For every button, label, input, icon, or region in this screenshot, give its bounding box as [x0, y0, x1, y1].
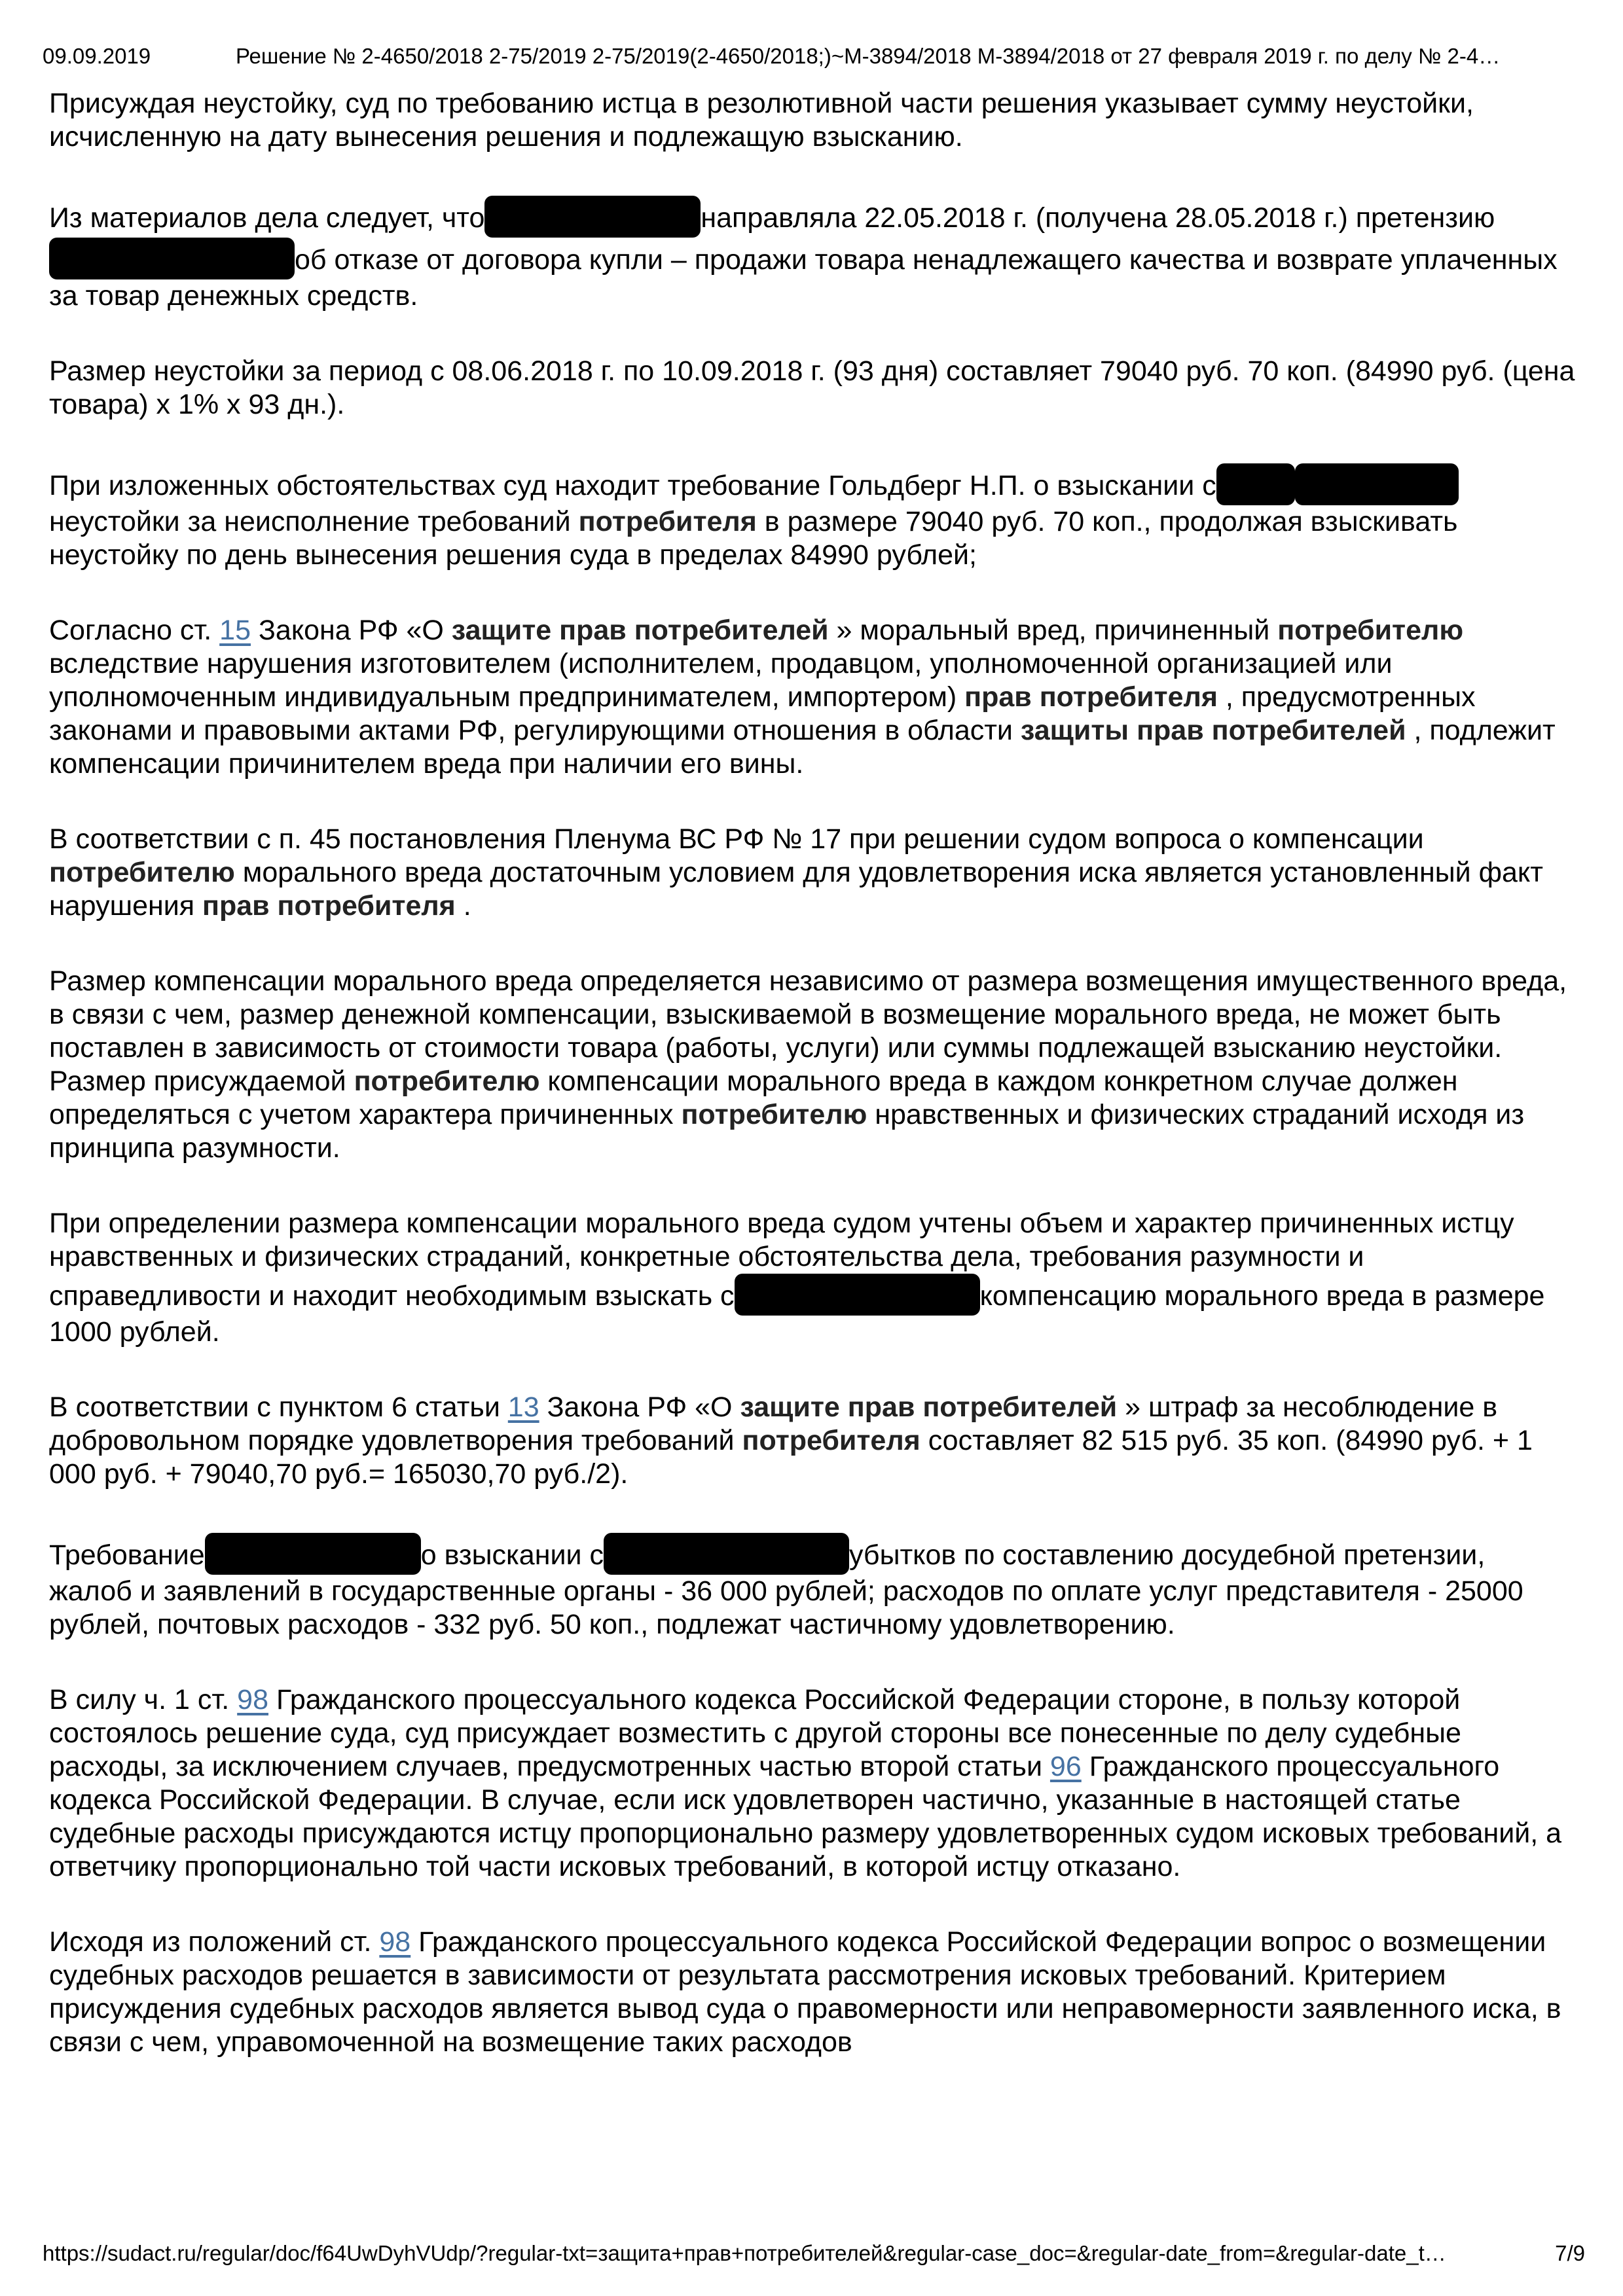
highlighted-term: потребителю	[354, 1066, 540, 1097]
page-number: 7/9	[1555, 2241, 1585, 2265]
print-header	[43, 43, 1585, 69]
text-run: составляет 82 515 руб. 35 коп. (84990 руб. + 1 000 руб. + 79040,70 руб.= 165030,70 руб./2).	[49, 1425, 1533, 1490]
print-date: 09.09.2019	[43, 44, 151, 68]
text-run: Присуждая неустойку, суд по требованию истца в резолютивной части решения указывает сумму неустойки, исчисленную на дату вынесения решения и подлежащую взысканию.	[49, 88, 1474, 152]
source-url: https://sudact.ru/regular/doc/f64UwDyhVUdp/?regular-txt=защита+прав+потребителей&regular-case_doc=&regular-date_from=&regular-date_t…	[43, 2241, 1446, 2265]
text-run: , подлежит компенсации причинителем вреда при наличии его вины.	[49, 715, 1556, 780]
text-run: в размере 79040 руб. 70 коп., продолжая взыскивать неустойку по день вынесения решения суда в пределах 84990 рублей;	[49, 506, 1458, 571]
text-run: Исходя из положений ст.	[49, 1926, 380, 1958]
redaction-bar	[604, 1533, 849, 1575]
text-run: » моральный вред, причиненный	[828, 615, 1278, 646]
text-run: При изложенных обстоятельствах суд находит требование Гольдберг Н.П. о взыскании с	[49, 470, 1216, 501]
paragraph	[49, 1533, 1576, 1641]
paragraph	[49, 87, 1576, 154]
text-run: Гражданского процессуального кодекса Российской Федерации стороне, в пользу которой состоялось решение суда, суд присуждает возместить с другой стороны все понесенные по делу судебные расходы, за исключением случаев, предусмотренных частью второй статьи	[49, 1684, 1461, 1782]
text-run: Из материалов дела следует, что	[49, 202, 485, 234]
redaction-bar	[484, 196, 701, 238]
text-run: Закона РФ «О	[539, 1391, 740, 1423]
redaction-bar	[1216, 463, 1295, 505]
redaction-bar	[735, 1274, 980, 1316]
redaction-bar	[1295, 463, 1459, 505]
document-title: Решение № 2-4650/2018 2-75/2019 2-75/2019(2-4650/2018;)~М-3894/2018 М-3894/2018 от 27 февраля 2019 г. по делу № 2-4…	[235, 44, 1501, 68]
text-run: » штраф за несоблюдение в добровольном порядке удовлетворения требований	[49, 1391, 1498, 1456]
paragraph	[49, 1683, 1576, 1884]
highlighted-term: потребителю	[1277, 615, 1464, 646]
text-run: В силу ч. 1 ст.	[49, 1684, 238, 1715]
redaction-bar	[205, 1533, 421, 1575]
text-run: В соответствии с п. 45 постановления Пленума ВС РФ № 17 при решении судом вопроса о компенсации	[49, 823, 1424, 855]
text-run: о взыскании с	[420, 1539, 604, 1571]
highlighted-term: потребителю	[681, 1099, 867, 1130]
text-run: нравственных и физических страданий исходя из принципа разумности.	[49, 1099, 1525, 1164]
text-run: Требование	[49, 1539, 205, 1571]
text-run: неустойки за неисполнение требований	[49, 506, 579, 537]
highlighted-term: потребителя	[742, 1425, 921, 1456]
paragraph	[49, 965, 1576, 1165]
text-run: компенсацию морального вреда в размере 1000 рублей.	[49, 1280, 1545, 1348]
statute-link[interactable]: 98	[379, 1926, 411, 1958]
document-body	[49, 87, 1576, 2059]
highlighted-term: защите прав потребителей	[451, 615, 829, 646]
paragraph	[49, 355, 1576, 422]
text-run: компенсации морального вреда в каждом конкретном случае должен определяться с учетом характера причиненных	[49, 1066, 1458, 1130]
statute-link[interactable]: 13	[507, 1391, 539, 1423]
paragraph	[49, 463, 1576, 572]
text-run: Гражданского процессуального кодекса Российской Федерации вопрос о возмещении судебных расходов решается в зависимости от результата рассмотрения исковых требований. Критерием присуждения судебных расходов является вывод суда о правомерности или неправомерности заявленного иска, в связи с чем, управомоченной на возмещение таких расходов	[49, 1926, 1561, 2058]
redaction-bar	[49, 238, 295, 279]
text-run: об отказе от договора купли – продажи товара ненадлежащего качества и возврате уплаченных за товар денежных средств.	[49, 244, 1558, 312]
paragraph	[49, 196, 1576, 313]
paragraph	[49, 1926, 1576, 2059]
text-run: Согласно ст.	[49, 615, 220, 646]
statute-link[interactable]: 98	[237, 1684, 269, 1715]
text-run: морального вреда достаточным условием для удовлетворения иска является установленный факт нарушения	[49, 857, 1543, 922]
text-run: , предусмотренных законами и правовыми актами РФ, регулирующими отношения в области	[49, 681, 1476, 746]
highlighted-term: потребителя	[578, 506, 757, 537]
text-run: При определении размера компенсации морального вреда судом учтены объем и характер причиненных истцу нравственных и физических страданий, конкретные обстоятельства дела, требования разумности и справедливости и находит необходимым взыскать с	[49, 1208, 1514, 1312]
text-run: убытков по составлению досудебной претензии, жалоб и заявлений в государственные органы - 36 000 рублей; расходов по оплате услуг представителя - 25000 рублей, почтовых расходов - 332 руб. 50 коп., подлежат частичному удовлетворению.	[49, 1539, 1523, 1640]
paragraph	[49, 823, 1576, 923]
text-run: направляла 22.05.2018 г. (получена 28.05.2018 г.) претензию	[701, 202, 1495, 234]
paragraph	[49, 1391, 1576, 1491]
print-footer	[43, 2240, 1585, 2267]
text-run: Размер неустойки за период с 08.06.2018 г. по 10.09.2018 г. (93 дня) составляет 79040 руб. 70 коп. (84990 руб. (цена товара) x 1% x 93 дн.).	[49, 355, 1575, 420]
paragraph	[49, 1207, 1576, 1349]
text-run: Закона РФ «О	[251, 615, 452, 646]
text-run: Размер компенсации морального вреда определяется независимо от размера возмещения имущественного вреда, в связи с чем, размер денежной компенсации, взыскиваемой в возмещение морального вреда, не может быть поставлен в зависимость от стоимости товара (работы, услуги) или суммы подлежащей взысканию неустойки. Размер присуждаемой	[49, 965, 1567, 1097]
text-run: вследствие нарушения изготовителем (исполнителем, продавцом, уполномоченной организацией или уполномоченным индивидуальным предпринимателем, импортером)	[49, 648, 1393, 713]
highlighted-term: прав потребителя	[964, 681, 1218, 713]
statute-link[interactable]: 96	[1049, 1751, 1082, 1782]
highlighted-term: потребителю	[49, 857, 235, 888]
statute-link[interactable]: 15	[219, 615, 251, 646]
highlighted-term: защиты прав потребителей	[1020, 715, 1406, 746]
text-run: В соответствии с пунктом 6 статьи	[49, 1391, 508, 1423]
text-run: .	[455, 890, 471, 922]
highlighted-term: прав потребителя	[202, 890, 456, 922]
paragraph	[49, 614, 1576, 781]
highlighted-term: защите прав потребителей	[740, 1391, 1118, 1423]
text-run: Гражданского процессуального кодекса Российской Федерации. В случае, если иск удовлетворен частично, указанные в настоящей статье судебные расходы присуждаются истцу пропорционально размеру удовлетворенных судом исковых требований, а ответчику пропорционально той части исковых требований, в которой истцу отказано.	[49, 1751, 1562, 1882]
